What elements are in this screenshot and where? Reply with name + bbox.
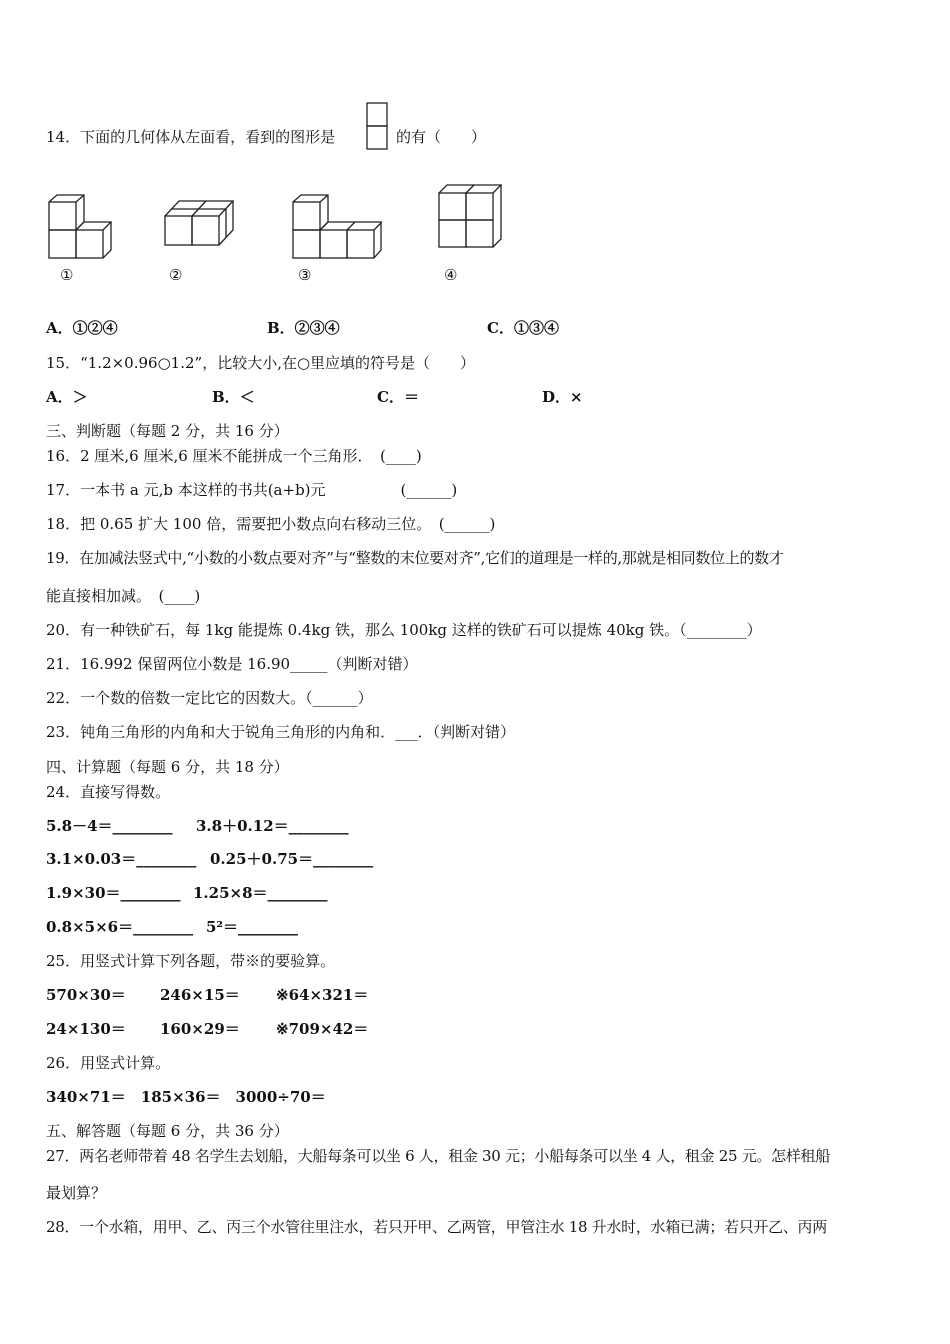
q15-option-a: A．＞ [46,388,88,406]
q14-suffix: 的有（ ） [396,128,487,146]
figure-2-solid [162,198,236,250]
figure-2-label: ② [169,266,183,284]
q25-item: 246×15＝ [160,986,240,1004]
q24-item: 3.8＋0.12＝________ [196,817,349,835]
q24-item: 1.25×8＝________ [193,884,328,902]
section-4-heading: 四、计算题（每题 6 分，共 18 分） [46,758,289,776]
q20-text: 20．有一种铁矿石，每 1kg 能提炼 0.4kg 铁，那么 100kg 这样的铁矿石可以提炼 40kg 铁。（________） [46,621,762,639]
q25-item: ※709×42＝ [276,1020,369,1038]
q25-title: 25．用竖式计算下列各题，带※的要验算。 [46,952,336,970]
q22-text: 22．一个数的倍数一定比它的因数大。（______） [46,689,373,707]
q19-text-line2: 能直接相加减。 (____) [46,587,201,605]
figure-4-solid [436,182,502,250]
q24-item: 0.25＋0.75＝________ [210,850,374,868]
q18-text: 18．把 0.65 扩大 100 倍，需要把小数点向右移动三位。 (______) [46,515,496,533]
q25-item: ※64×321＝ [276,986,369,1004]
figure-1-solid [46,193,112,261]
q27-text-line2: 最划算？ [46,1184,107,1202]
q15-option-d: D．× [542,388,583,406]
section-3-heading: 三、判断题（每题 2 分，共 16 分） [46,422,289,440]
q21-text: 21．16.992 保留两位小数是 16.90_____（判断对错） [46,655,418,673]
q15-option-b: B．＜ [212,388,255,406]
q15-option-c: C．＝ [377,388,419,406]
section-5-heading: 五、解答题（每题 6 分，共 36 分） [46,1122,289,1140]
q24-item: 1.9×30＝________ [46,884,181,902]
q17-text: 17．一本书 a 元,b 本这样的书共(a+b)元 (______) [46,481,458,499]
q24-title: 24．直接写得数。 [46,783,171,801]
q27-text-line1: 27．两名老师带着 48 名学生去划船，大船每条可以坐 6 人，租金 30 元；小船每条可以坐 4 人，租金 25 元。怎样租船 [46,1147,830,1165]
q15-text: 15．“1.2×0.96○1.2”，比较大小,在○里应填的符号是（ ） [46,354,476,372]
q14-option-c: C．①③④ [487,319,559,337]
figure-3-solid [290,193,382,261]
q23-text: 23．钝角三角形的内角和大于锐角三角形的内角和．___．（判断对错） [46,723,516,741]
q25-item: 570×30＝ [46,986,126,1004]
figure-3-label: ③ [298,266,312,284]
q24-item: 5.8－4＝________ [46,817,173,835]
left-view-icon [366,102,388,150]
q19-text-line1: 19．在加减法竖式中,“小数的小数点要对齐”与“整数的末位要对齐”,它们的道理是一样的,那就是相同数位上的数才 [46,549,784,567]
q25-item: 160×29＝ [160,1020,240,1038]
q26-title: 26．用竖式计算。 [46,1054,171,1072]
q26-row: 340×71＝ 185×36＝ 3000÷70＝ [46,1088,326,1106]
q28-text-line1: 28．一个水箱，用甲、乙、丙三个水管往里注水，若只开甲、乙两管，甲管注水 18 升水时，水箱已满；若只开乙、丙两 [46,1218,827,1236]
q14-option-a: A．①②④ [46,319,118,337]
q24-item: 3.1×0.03＝________ [46,850,197,868]
figure-4-label: ④ [444,266,458,284]
q25-item: 24×130＝ [46,1020,126,1038]
q14-option-b: B．②③④ [267,319,340,337]
q24-item: 5²＝________ [206,918,299,936]
q14-prefix: 14．下面的几何体从左面看，看到的图形是 [46,128,336,146]
q24-item: 0.8×5×6＝________ [46,918,194,936]
q16-text: 16．2 厘米,6 厘米,6 厘米不能拼成一个三角形． (____) [46,447,422,465]
figure-1-label: ① [60,266,74,284]
